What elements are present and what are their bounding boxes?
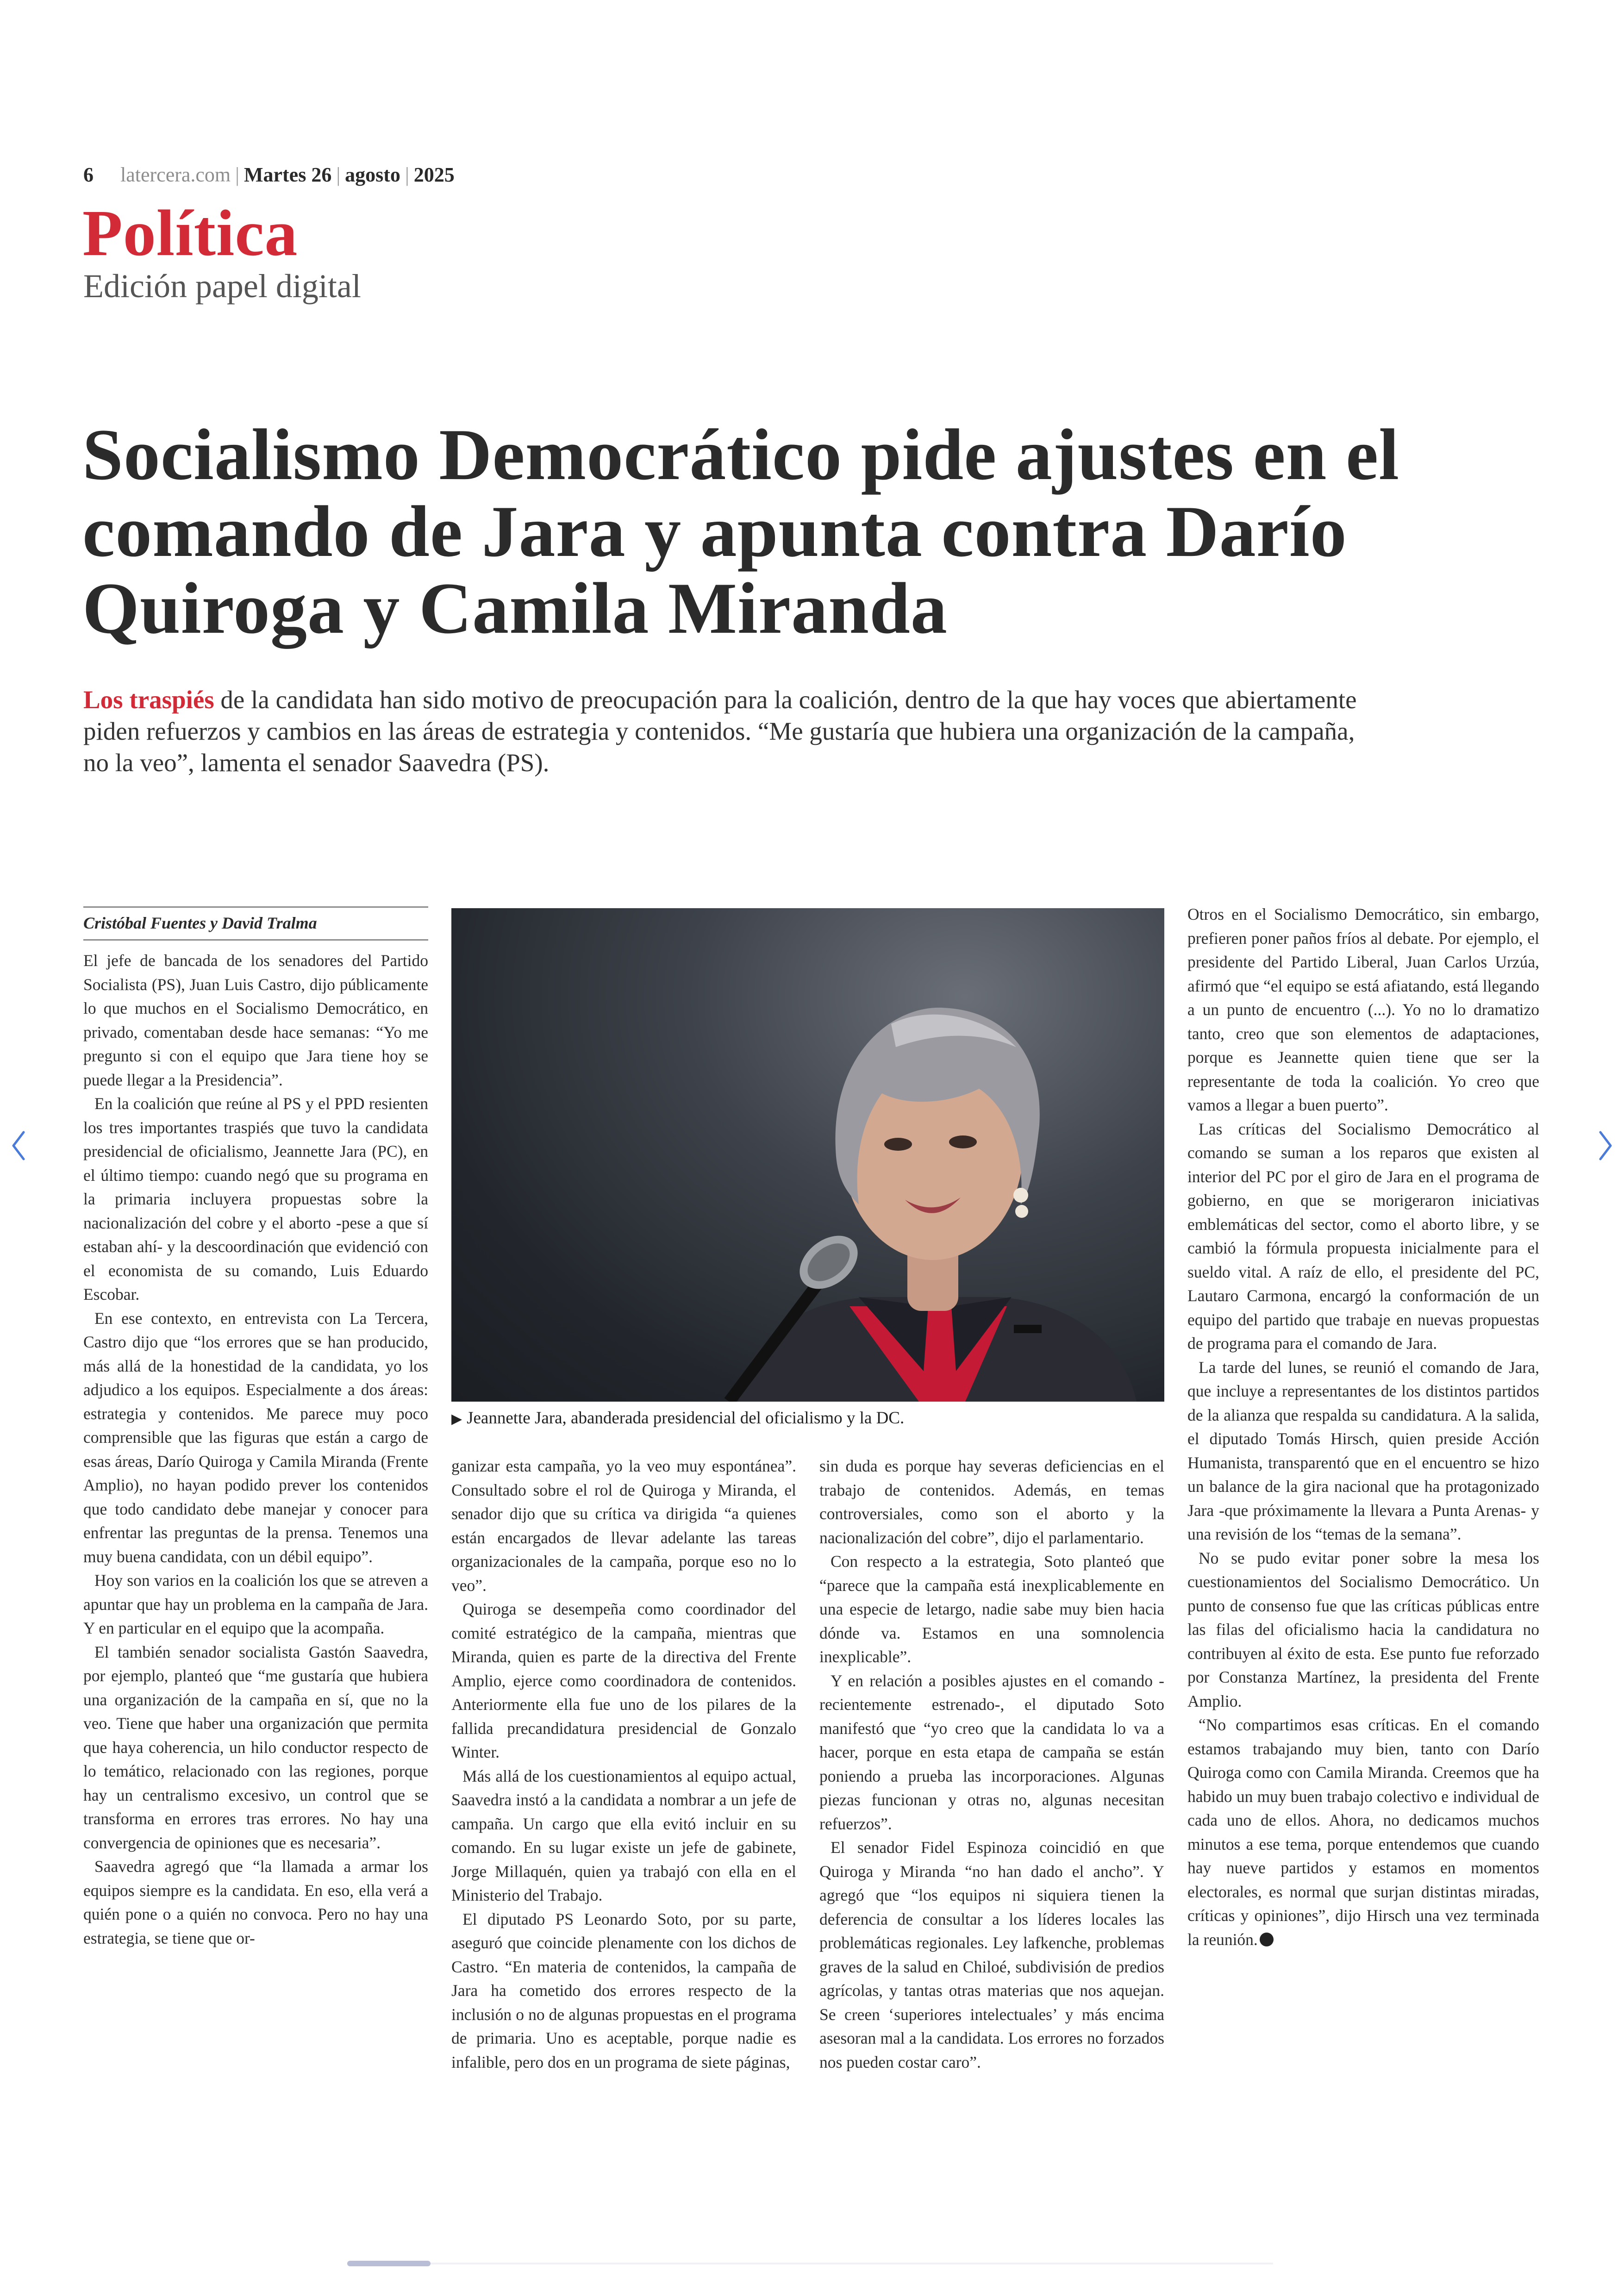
article-paragraph: ganizar esta campaña, yo la veo muy espontánea”. Consultado sobre el rol de Quiroga y Miranda, el senador dijo que su crítica va dirigida “a quienes están encargados de llevar adelante las tareas organizacionales de la campaña, porque eso no lo veo”. [451, 1457, 796, 1595]
article-paragraph: El diputado PS Leonardo Soto, por su parte, aseguró que coincide plenamente con los dichos de Castro. “En materia de contenidos, la campaña de Jara ha cometido dos errores respecto de la inclusión o no de algunas propuestas en el programa de primaria. Uno es aceptable, porque nadie es infalible, pero dos en un programa de siete páginas, [451, 1909, 796, 2071]
section-title: Política [82, 196, 298, 269]
masthead-divider: | [336, 163, 341, 186]
article-paragraph: Y en relación a posibles ajustes en el comando -recientemente estrenado-, el diputado Soto manifestó que “yo creo que la candidata lo va a hacer, porque en esta etapa de campaña se están poniendo a prueba las incorporaciones. Algunas piezas funcionan y otras no, algunas necesitan refuerzos”. [819, 1671, 1164, 1833]
page-scroll-track[interactable] [347, 2263, 1273, 2264]
article-column-2 [451, 1454, 796, 2135]
masthead [83, 163, 455, 187]
caption-text: Jeannette Jara, abanderada presidencial del oficialismo y la DC. [467, 1409, 905, 1428]
previous-page-button[interactable] [0, 1120, 37, 1171]
article-paragraph: Otros en el Socialismo Democrático, sin embargo, prefieren poner paños fríos al debate. Por ejemplo, el presidente del Partido Liberal, Juan Carlos Urzúa, afirmó que “el equipo se está afiatando, está llegando a un punto de encuentro (...). Yo no lo dramatizo tanto, creo que son elementos de adaptaciones, porque es Jeannette quien tiene que ser la representante de toda la coalición. Yo creo que vamos a llegar a buen puerto”. [1187, 905, 1539, 1114]
article-paragraph: “No compartimos esas críticas. En el comando estamos trabajando muy bien, tanto con Darío Quiroga como con Camila Miranda. Creemos que ha habido un muy buen trabajo colectivo e individual de cada uno de ellos. Ahora, no dedicamos muchos minutos a ese tema, porque entendemos que cuando hay nueve partidos y estamos en momentos electorales, es normal que surjan distintas miradas, críticas y opiniones”, dijo Hirsch una vez terminada la reunión. [1187, 1715, 1539, 1949]
caption-arrow-icon: ▶ [451, 1411, 462, 1427]
article-paragraph: No se pudo evitar poner sobre la mesa los cuestionamientos del Socialismo Democrático. Un punto de consenso fue que las críticas públicas entre las filas del oficialismo hacia la candidatura no contribuyen al éxito de esta. Ese punto fue reforzado por Constanza Martínez, la presidenta del Frente Amplio. [1187, 1548, 1539, 1710]
article-column-1 [83, 949, 428, 2134]
article-paragraph: El jefe de bancada de los senadores del Partido Socialista (PS), Juan Luis Castro, dijo públicamente lo que muchos en el Socialismo Democrático, en privado, comentaban desde hace semanas: “Yo me pregunto si con el equipo que Jara tiene hoy se puede llegar a la Presidencia”. [83, 951, 428, 1089]
article-paragraph: Más allá de los cuestionamientos al equipo actual, Saavedra instó a la candidata a nombrar a un jefe de campaña. Un cargo que ella evitó incluir en su comando. En su lugar existe un jefe de gabinete, Jorge Millaquén, quien ya trabajó con ella en el Ministerio del Trabajo. [451, 1766, 796, 1904]
chevron-left-icon [10, 1129, 27, 1162]
masthead-divider: | [235, 163, 239, 186]
article-paragraph: La tarde del lunes, se reunió el comando de Jara, que incluye a representantes de los distintos partidos de la alianza que respalda su candidatura. A la salida, el diputado Tomás Hirsch, quien preside Acción Humanista, transparentó que en el encuentro se hizo un balance de la gira nacional que ha protagonizado Jara -que próximamente la llevara a Punta Arenas- y una revisión de los “temas de la semana”. [1187, 1358, 1539, 1543]
next-page-button[interactable] [1587, 1120, 1624, 1171]
article-paragraph: El también senador socialista Gastón Saavedra, por ejemplo, planteó que “me gustaría que hubiera una organización de la campaña en sí, que no la veo. Tiene que haber una organización que permita que haya coherencia, un hilo conductor respecto de lo temático, relacionado con las regiones, porque hay un centralismo excesivo, un control que se transforma en errores tras errores. No hay una convergencia de opiniones que es necesaria”. [83, 1642, 428, 1852]
article-end-mark [1260, 1933, 1274, 1946]
site-name: latercera.com [120, 163, 231, 186]
article-lead [83, 684, 1380, 779]
byline: Cristóbal Fuentes y David Tralma [83, 906, 428, 941]
masthead-day: Martes 26 [244, 163, 332, 186]
masthead-month: agosto [345, 163, 400, 186]
article-paragraph: El senador Fidel Espinoza coincidió en que Quiroga y Miranda “no han dado el ancho”. Y agregó que “los equipos ni siquiera tienen la deferencia de consultar a los líderes locales las problemáticas regionales. Ley lafkenche, problemas graves de la salud en Chiloé, subdivisión de predios agrícolas, y tantas otras materias que nos aquejan. Se creen ‘superiores intelectuales’ y más encima asesoran mal a la candidata. Los errores no forzados nos pueden costar caro”. [819, 1838, 1164, 2071]
article-paragraph: En ese contexto, en entrevista con La Tercera, Castro dijo que “los errores que se han producido, más allá de la honestidad de la candidata, yo los adjudico a los equipos. Especialmente a dos áreas: estrategia y contenidos. Me parece muy poco comprensible que las figuras que están a cargo de esas áreas, Darío Quiroga y Camila Miranda (Frente Amplio), no hayan podido prever los contenidos que todo candidato debe manejar y conocer para enfrentar las preguntas de la prensa. Tenemos una muy buena candidata, con un débil equipo”. [83, 1309, 428, 1566]
article-paragraph: Hoy son varios en la coalición los que se atreven a apuntar que hay un problema en la campaña de Jara. Y en particular en el equipo que la acompaña. [83, 1571, 428, 1637]
lead-text: de la candidata han sido motivo de preocupación para la coalición, dentro de la que hay voces que abiertamente piden refuerzos y cambios en las áreas de estrategia y contenidos. “Me gustaría que hubiera una organización de la campaña, no la veo”, lamenta el senador Saavedra (PS). [83, 686, 1357, 777]
article-paragraph: Quiroga se desempeña como coordinador del comité estratégico de la campaña, mientras que Miranda, quien es parte de la directiva del Frente Amplio, ejerce como coordinadora de contenidos. Anteriormente ella fue uno de los pilares de la fallida precandidatura presidencial de Gonzalo Winter. [451, 1600, 796, 1761]
page-scroll-thumb[interactable] [347, 2261, 431, 2266]
article-column-3 [819, 1454, 1164, 2135]
article-column-4 [1187, 903, 1539, 2134]
masthead-year: 2025 [413, 163, 455, 186]
lead-kicker: Los traspiés [83, 686, 214, 714]
section-subtitle: Edición papel digital [83, 268, 361, 305]
article-paragraph: Con respecto a la estrategia, Soto planteó que “parece que la campaña está inexplicablemente en una especie de letargo, nadie sabe muy bien hacia dónde va. Estamos en una somnolencia inexplicable”. [819, 1552, 1164, 1666]
article-paragraph: En la coalición que reúne al PS y el PPD resienten los tres importantes traspiés que tuvo la candidata presidencial de oficialismo, Jeannette Jara (PC), en el último tiempo: cuando negó que su programa en la primaria incluyera propuestas sobre la nacionalización del cobre y el aborto -pese a que sí estaban ahí- y la descoordinación que evidenció con el economista de su comando, Luis Eduardo Escobar. [83, 1094, 428, 1303]
portrait-illustration [451, 908, 1164, 1402]
article-headline: Socialismo Democrático pide ajustes en el comando de Jara y apunta contra Darío Quiroga y Camila Miranda [82, 414, 1400, 649]
article-photo [451, 908, 1164, 1402]
article-paragraph: sin duda es porque hay severas deficiencias en el trabajo de contenidos. Además, en temas controversiales, como son el aborto y la nacionalización del cobre”, dijo el parlamentario. [819, 1457, 1164, 1547]
page-number: 6 [83, 163, 94, 186]
masthead-divider: | [405, 163, 409, 186]
chevron-right-icon [1597, 1129, 1614, 1162]
photo-caption [451, 1408, 1164, 1428]
article-paragraph: Saavedra agregó que “la llamada a armar los equipos siempre es la candidata. En eso, ella verá a quién pone o a quién no convoca. Pero no hay una estrategia, se tiene que or- [83, 1857, 428, 1947]
article-paragraph: Las críticas del Socialismo Democrático al comando se suman a los reparos que existen al interior del PC por el giro de Jara en el programa de gobierno, en que se morigeraron iniciativas emblemáticas del sector, como el aborto libre, y se cambió la fórmula propuesta inicialmente para el sueldo vital. A raíz de ello, el presidente del PC, Lautaro Carmona, encargó la conformación de un equipo del partido que trabaje en nuevas propuestas de programa para el comando de Jara. [1187, 1119, 1539, 1353]
